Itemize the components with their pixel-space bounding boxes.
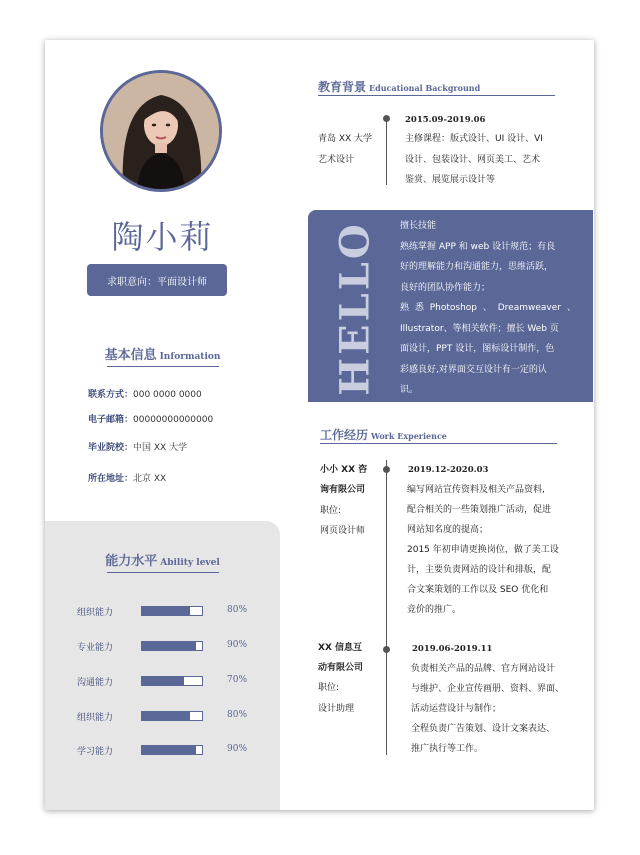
job-desc-line: 全程负责广告策划、设计文案表达、	[411, 724, 556, 734]
basic-info-title-en: Information	[159, 352, 221, 362]
job-company-line: 询有限公司	[320, 485, 366, 495]
education-major: 艺术设计	[318, 155, 355, 165]
ability-label: 学习能力	[77, 747, 114, 757]
info-label: 所在地址：	[88, 474, 134, 484]
work-title-en: Work Experience	[371, 431, 447, 441]
skills-line: 良好的团队协作能力；	[400, 282, 491, 293]
education-heading	[318, 76, 480, 95]
avatar-photo-icon	[103, 73, 219, 189]
work-underline	[320, 443, 557, 444]
job-position: 设计助理	[318, 704, 355, 714]
ability-bar	[141, 606, 203, 616]
ability-bar-fill	[142, 746, 196, 754]
ability-bar	[141, 711, 203, 721]
job-company-line: 动有限公司	[318, 663, 364, 673]
job-intent-badge: 求职意向：平面设计师	[87, 264, 227, 296]
ability-bar	[141, 641, 203, 651]
timeline-dot	[383, 646, 390, 653]
education-timeline	[386, 120, 387, 185]
job-position: 网页设计师	[320, 526, 366, 536]
ability-percent: 80%	[227, 605, 248, 615]
job-date: 2019.12-2020.03	[408, 465, 489, 475]
ability-bar	[141, 745, 203, 755]
skills-line: 熟练掌握 APP 和 web 设计规范；有良	[400, 241, 556, 252]
job-company-line: XX 信息互	[318, 643, 363, 653]
education-course-line: 主修课程：版式设计、UI 设计、VI	[405, 134, 543, 144]
education-course-line: 设计、包装设计、网页美工、艺术	[405, 155, 541, 165]
job-position-label: 职位:	[320, 506, 342, 516]
hello-text: HELLO	[331, 220, 379, 396]
education-underline	[318, 95, 555, 96]
skills-text	[400, 216, 586, 401]
education-course-line: 鉴赏、展览展示设计等	[405, 175, 496, 185]
job-date: 2019.06-2019.11	[412, 644, 493, 654]
skills-line: 面设计，PPT 设计，图标设计制作，色	[400, 344, 555, 354]
info-row-address	[88, 471, 166, 484]
ability-bar-fill	[142, 677, 184, 685]
timeline-dot	[383, 466, 390, 473]
info-label: 联系方式：	[88, 390, 134, 400]
ability-heading	[45, 550, 280, 573]
ability-underline	[107, 572, 219, 573]
job-desc-line: 2015 年初申请更换岗位，做了美工设	[407, 545, 559, 555]
skills-line: 彩感良好,对界面交互设计有一定的认	[400, 364, 547, 375]
job-desc-line: 网站知名度的提高；	[407, 525, 489, 535]
job-desc-line: 竞价的推广。	[407, 605, 462, 615]
skills-line: 熟 悉 Photoshop 、 Dreamweaver 、	[400, 303, 576, 313]
job-desc-line: 负责相关产品的品牌、官方网站设计	[411, 664, 556, 674]
info-row-phone	[88, 387, 202, 400]
work-heading	[320, 424, 447, 443]
ability-label: 组织能力	[77, 713, 114, 723]
ability-percent: 90%	[227, 744, 248, 754]
ability-row	[77, 604, 267, 618]
ability-row	[77, 674, 267, 688]
info-value: 北京 XX	[133, 474, 167, 484]
ability-bar	[141, 676, 203, 686]
work-timeline	[386, 460, 387, 755]
job-desc-line: 合文案策划的工作以及 SEO 优化和	[407, 585, 549, 595]
ability-row	[77, 639, 267, 653]
ability-row	[77, 709, 267, 723]
education-school: 青岛 XX 大学	[318, 134, 373, 144]
ability-bar-fill	[142, 642, 196, 650]
skills-line: 擅长技能	[400, 221, 437, 231]
ability-row	[77, 743, 267, 757]
resume-page	[45, 40, 594, 810]
job-desc-line: 与维护、企业宣传画册、资料、界面、	[411, 684, 565, 694]
job-desc-line: 推广执行等工作。	[411, 744, 484, 754]
info-row-email	[88, 412, 213, 425]
ability-bar-fill	[142, 607, 190, 615]
education-title: 教育背景	[318, 80, 367, 94]
info-value: 000 0000 0000	[133, 390, 202, 400]
job-position-label: 职位:	[318, 683, 340, 693]
work-title: 工作经历	[320, 428, 369, 442]
skills-line: 识。	[400, 385, 419, 395]
ability-percent: 80%	[227, 710, 248, 720]
ability-bar-fill	[142, 712, 190, 720]
ability-percent: 70%	[227, 675, 248, 685]
info-row-school	[88, 440, 187, 453]
info-value: 00000000000000	[133, 415, 214, 425]
skills-line: 好的理解能力和沟通能力，思维活跃，	[400, 262, 554, 272]
education-date: 2015.09-2019.06	[405, 115, 486, 125]
job-company-line: 小小 XX 咨	[320, 465, 368, 475]
job-desc-line: 计，主要负责网站的设计和排版，配	[407, 565, 552, 575]
candidate-name: 陶小莉	[111, 218, 214, 256]
skills-panel	[308, 210, 593, 402]
job-desc-line: 配合相关的一些策划推广活动，促进	[407, 505, 552, 515]
ability-label: 专业能力	[77, 643, 114, 653]
job-desc-line: 活动运营设计与制作；	[411, 704, 502, 714]
basic-info-title: 基本信息	[104, 348, 157, 363]
job-desc-line: 编写网站宣传资料及相关产品资料,	[407, 485, 545, 495]
ability-label: 组织能力	[77, 608, 114, 618]
ability-title-en: Ability level	[160, 558, 220, 568]
ability-percent: 90%	[227, 640, 248, 650]
hello-decoration	[328, 218, 382, 398]
info-label: 毕业院校：	[88, 443, 134, 453]
avatar	[100, 70, 222, 192]
basic-info-underline	[107, 366, 219, 367]
education-title-en: Educational Background	[369, 83, 481, 93]
basic-info-heading	[45, 344, 280, 367]
ability-label: 沟通能力	[77, 678, 114, 688]
info-value: 中国 XX 大学	[133, 443, 188, 453]
ability-title: 能力水平	[105, 554, 158, 569]
skills-line: Illustrator、等相关软件；擅长 Web 页	[400, 323, 559, 334]
info-label: 电子邮箱：	[88, 415, 134, 425]
